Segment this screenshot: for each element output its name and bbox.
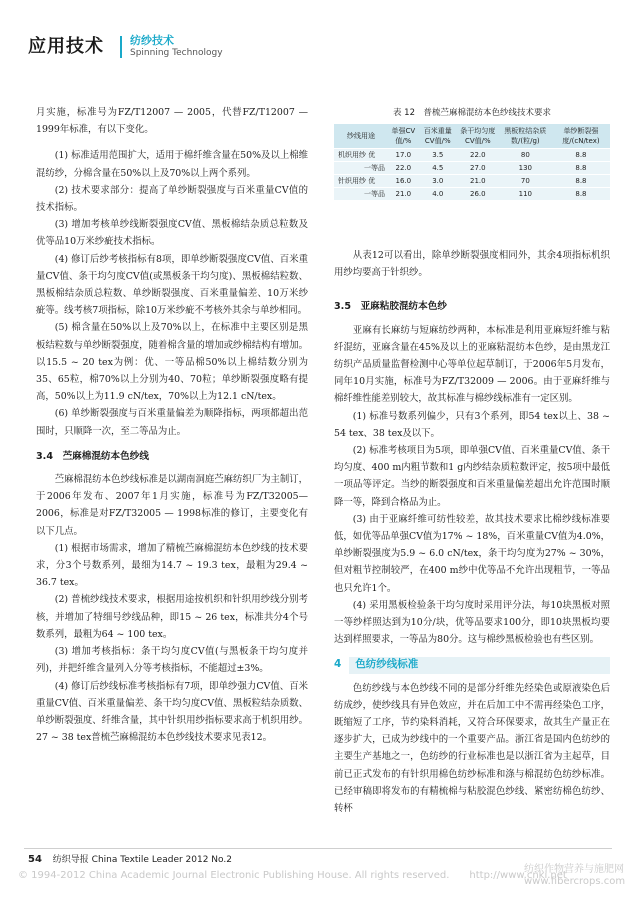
paragraph: (4) 采用黑板检验条干均匀度时采用评分法，每10块黑板对照一等纱样照达到为10分/块，优等品要求100分，即10块黑板均要达到样照要求，一等品为80分。这与棉纱黑板检验也有些区别。 [334,599,610,646]
table-cell: 26.0 [457,188,499,201]
column-header: 黑板粒结杂质数/(粒/g) [499,124,552,149]
table-cell: 21.0 [457,175,499,188]
column-header: 单纱断裂强度/(cN/tex) [552,124,610,149]
table-cell: 17.0 [388,149,419,162]
table-cell: 机织用纱 优 [334,149,388,162]
page-footer [28,852,232,865]
paragraph: (2) 标准考核项目为5项，即单强CV值、百米重量CV值、条干均匀度、400 m内粗节数和1 g内纱结杂质粒数评定，按5项中最低一项品等评定。当纱的断裂强度和百米重量偏差超出允许范围时顺降一等，降到合格品为止。 [334,445,610,508]
table-row [334,188,610,201]
table-cell: 70 [499,175,552,188]
paragraph: (2) 技术要求部分：提高了单纱断裂强度与百米重量CV值的技术指标。 [36,184,308,214]
paragraph: (1) 根据市场需求，增加了精梳苎麻棉混纺本色纱线的技术要求，分3个号数系列，最细为14.7 ~ 19.3 tex，最粗为29.4 ~ 36.7 tex。 [36,542,308,589]
paragraph: (5) 棉含量在50%以上及70%以上，在标准中主要区别是黑板结粒数与单纱断裂强度，随着棉含量的增加或纱棉结构有增加。以15.5 ~ 20 tex为例：优、一等品棉50%以上棉结数分别为35、65粒，棉70%以上分别为40、70粒；单纱断裂强度略有提高，50%以上为11.9 cN/tex，70%以上为12.1 cN/tex。 [36,322,308,403]
table-cell: 3.0 [419,175,457,188]
table-cell: 8.8 [552,188,610,201]
table-title: 表 12 普梳苎麻棉混纺本色纱线技术要求 [392,108,552,118]
paragraph: (3) 增加考核单纱线断裂强度CV值、黑板棉结杂质总粒数及优等品10万米纱疵技术指标。 [36,219,308,248]
table-cell: 8.8 [552,162,610,175]
column-header: 单强CV值/% [388,124,419,149]
section-4-heading [334,656,610,673]
footer-divider [24,848,612,849]
paragraph: (6) 单纱断裂强度与百米重量偏差为顺降指标，两项都超出范围时，只顺降一次，至二等品为止。 [36,408,308,437]
section-number: 4 [334,658,342,671]
left-column [36,104,308,746]
table-cell: 3.5 [419,149,457,162]
section-name-cn: 纺纱技术 [130,34,174,47]
column-header: 纱线用途 [334,124,388,149]
header-divider [120,36,122,58]
section-heading: 3.5 亚麻粘胶混纺本色纱 [334,301,447,313]
paragraph: (3) 由于亚麻纤维可纺性较差，故其技术要求比棉纱线标准要低，如优等品单强CV值为17% ~ 18%，百米重量CV值为4.0%，单纱断裂强度为5.9 ~ 6.0 cN/tex，条干均匀度为27% ~ 30%，但对粗节控制较严，在400 m纱中优等品不允许出现粗节，一等品也只允许1个。 [334,513,610,594]
paragraph: (1) 标准适用范围扩大，适用于棉纤维含量在50%及以上棉维混纺纱，分棉含量在50%以上及70%以上两个系列。 [36,150,308,179]
table-cell: 一等品 [334,188,388,201]
column-header: 百米重量CV值/% [419,124,457,149]
table-cell: 4.5 [419,162,457,175]
table-cell: 8.8 [552,175,610,188]
table-row [334,175,610,188]
table-row [334,149,610,162]
paragraph: 亚麻有长麻纺与短麻纺纱两种，本标准是利用亚麻短纤维与粘纤混纺，亚麻含量在45%及以上的亚麻粘混纺本色纱，是由黑龙江纺织产品质量监督检测中心等单位起草制订，于2006年5月发布，同年10月实施，标准号为FZ/T32009 — 2006。由于亚麻纤维与棉纤维性能差别较大，故其标准与棉纱线标准有一定区别。 [334,324,610,405]
table-cell: 22.0 [457,149,499,162]
paragraph: (1) 标准号数系列偏少，只有3个系列，即54 tex以上、38 ~ 54 tex、38 tex及以下。 [334,410,610,439]
column-header: 条干均匀度CV值/% [457,124,499,149]
section-title: 色纺纱线标准 [355,658,419,671]
table-cell: 80 [499,149,552,162]
table-cell: 4.0 [419,188,457,201]
page-number: 54 [28,854,42,865]
right-column [334,247,610,817]
watermark-line: www.fibercrops.com [524,876,626,887]
paragraph: 月实施，标准号为FZ/T12007 — 2005，代替FZ/T12007 — 1999年标准，有以下变化。 [36,107,308,136]
paragraph: 色纺纱线与本色纱线不同的是部分纤维先经染色或原液染色后纺成纱，使纱线具有异色效应，并在后加工中不需再经染色工序，既缩短了工序，节约染料消耗，又符合环保要求，故其生产量正在逐步扩大，已成为纱线中的一个重要产品。浙江省是国内色纺纱的主要生产基地之一，色纺纱的行业标准也是以浙江省为主起草，目前已正式发布的有针织用棉色纺纱标准和涤与棉混纺色纺纱标准。已经审稿即将发布的有精梳棉与粘胶混色纱线、紧密纺棉色纺纱、转杯 [334,682,610,815]
paragraph: 从表12可以看出，除单纱断裂强度相同外，其余4项指标机织用纱均要高于针织纱。 [334,250,610,279]
table-cell: 110 [499,188,552,201]
table-cell: 8.8 [552,149,610,162]
table-cell: 21.0 [388,188,419,201]
table-cell: 一等品 [334,162,388,175]
paragraph: (3) 增加考核指标：条干均匀度CV值(与黑板条干均匀度并列)，并把纤维含量列入分等考核指标，不能超过±3%。 [36,646,308,675]
spec-table [334,124,610,200]
page-title: 应用技术 [28,36,104,57]
paragraph: (2) 普梳纱线技术要求，根据用途按机织和针织用纱线分别考核，并增加了特细号纱线品种，即15 ~ 26 tex，标准共分4个号数系列，最粗为64 ~ 100 tex。 [36,594,308,640]
section-heading: 3.4 苎麻棉混纺本色纱线 [36,450,149,462]
table-cell: 27.0 [457,162,499,175]
table-cell: 针织用纱 优 [334,175,388,188]
journal-name: 纺织导报 China Textile Leader 2012 No.2 [52,855,232,865]
section-name-en: Spinning Technology [130,48,223,58]
copyright-notice: © 1994-2012 China Academic Journal Electronic Publishing House. All rights reserved. http://www.cnki.net [18,870,567,881]
table-cell: 130 [499,162,552,175]
watermark [524,864,625,888]
table-row [334,162,610,175]
paragraph: 苎麻棉混纺本色纱线标准是以湖南洞庭苎麻纺织厂为主制订，于2006年发布、2007年1月实施，标准号为FZ/T32005— 2006，标准是对FZ/T32005 — 1998标准的修订，主要变化有以下几点。 [36,474,308,537]
paragraph: (4) 修订后纱线标准考核指标有7项，即单纱强力CV值、百米重量CV值、百米重量偏差、条干均匀度CV值、黑板粒结杂质数、单纱断裂强度、纤维含量，其中针织用纱指标要求高于机织用纱。27 ~ 38 tex普梳苎麻棉混纺本色纱线技术要求见表12。 [36,680,308,744]
paragraph: (4) 修订后纱考核指标有8项，即单纱断裂强度CV值、百米重量CV值、条干均匀度CV值(或黑板条干均匀度)、黑板棉结粒数、黑板棉结杂质总粒数、单纱断裂强度、百米重量偏差、10万米纱疵等。线考核7项指标，除10万米纱疵不考核外其余与单纱相同。 [36,253,308,317]
table-cell: 22.0 [388,162,419,175]
table-cell: 16.0 [388,175,419,188]
watermark-line: 纺织作物营养与施肥网 [524,864,624,875]
